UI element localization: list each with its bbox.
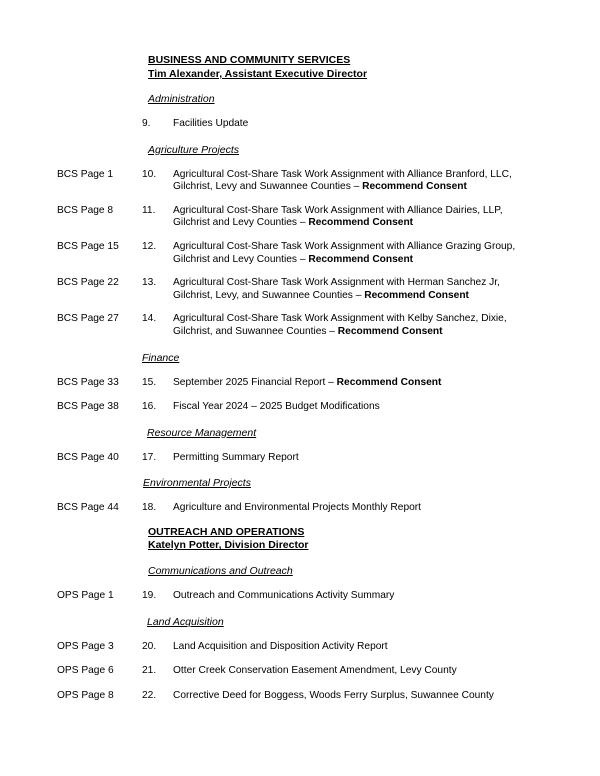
item-text-run: Otter Creek Conservation Easement Amendment, Levy County	[173, 665, 457, 677]
subheading-label: Administration	[148, 93, 215, 105]
agenda-item[interactable]	[0, 502, 600, 515]
agenda-item-text	[173, 277, 546, 302]
agenda-item[interactable]	[0, 590, 600, 603]
division-heading	[0, 54, 600, 81]
vertical-spacer	[0, 553, 600, 565]
item-text-run: Facilities Update	[173, 118, 249, 129]
agenda-item-page-reference: BCS Page 8	[57, 204, 114, 216]
agenda-item-text	[173, 241, 546, 266]
vertical-spacer	[0, 653, 600, 665]
subheading-label: Communications and Outreach	[148, 564, 293, 577]
agenda-item-number: 14.	[142, 313, 157, 325]
agenda-item-number: 13.	[142, 277, 157, 289]
agenda-item-number: 21.	[142, 665, 157, 677]
item-text-run: Agricultural Cost-Share Task Work Assignment with Herman Sanchez Jr,	[173, 277, 500, 289]
agenda-item[interactable]	[0, 377, 600, 390]
agenda-item[interactable]	[0, 241, 600, 266]
vertical-spacer	[0, 0, 600, 54]
section-subheading	[0, 477, 600, 490]
underlined-text: Tim Alexander, Assistant Executive Director	[148, 67, 368, 80]
subheading-label: Finance	[142, 351, 180, 364]
agenda-item-line	[173, 277, 546, 290]
item-text-run: Outreach and Communications Activity Summary	[173, 589, 395, 601]
agenda-item-line	[173, 401, 546, 414]
agenda-item-line	[173, 241, 546, 254]
agenda-item-page-reference: OPS Page 3	[57, 640, 114, 652]
agenda-item-text	[173, 452, 546, 465]
agenda-item-page-reference: BCS Page 38	[57, 401, 119, 413]
vertical-spacer	[0, 515, 600, 526]
vertical-spacer	[0, 302, 600, 313]
agenda-item-line	[173, 290, 546, 303]
division-director	[148, 539, 600, 553]
item-text-run: Agricultural Cost-Share Task Work Assignment with Alliance Grazing Group,	[173, 240, 516, 252]
section-subheading	[0, 427, 600, 440]
section-subheading	[0, 565, 600, 578]
underlined-text: Katelyn Potter, Division Director	[148, 539, 309, 552]
agenda-item-line	[173, 205, 546, 218]
agenda-item-number: 19.	[142, 589, 157, 601]
vertical-spacer	[0, 389, 600, 401]
agenda-item-line	[173, 590, 546, 603]
agenda-item-page-reference: OPS Page 8	[57, 689, 114, 701]
section-subheading	[0, 352, 600, 365]
vertical-spacer	[0, 106, 600, 118]
agenda-item-line	[173, 254, 546, 267]
agenda-item-line	[173, 502, 546, 515]
underlined-text: OUTREACH AND OPERATIONS	[148, 525, 305, 538]
agenda-item-text	[173, 377, 546, 390]
vertical-spacer	[0, 464, 600, 477]
item-text-run: Gilchrist, Levy and Suwannee Counties –	[173, 181, 363, 193]
item-text-run: Gilchrist and Levy Counties –	[173, 253, 309, 265]
item-text-run: Agricultural Cost-Share Task Work Assignment with Alliance Branford, LLC,	[173, 168, 512, 180]
agenda-item-text	[173, 590, 546, 603]
agenda-item-line	[173, 641, 546, 654]
item-text-run: Corrective Deed for Boggess, Woods Ferry Surplus, Suwannee County	[173, 689, 494, 701]
agenda-item-page-reference: OPS Page 6	[57, 665, 114, 677]
agenda-item-number: 22.	[142, 689, 157, 701]
item-text-run: Land Acquisition and Disposition Activity Report	[173, 640, 388, 652]
section-subheading	[0, 93, 600, 106]
vertical-spacer	[0, 578, 600, 590]
underlined-text: BUSINESS AND COMMUNITY SERVICES	[148, 54, 351, 66]
agenda-item[interactable]	[0, 118, 600, 131]
recommendation-label: Recommend Consent	[364, 289, 469, 301]
agenda-item[interactable]	[0, 452, 600, 465]
agenda-item-line	[173, 377, 546, 390]
agenda-item-text	[173, 313, 546, 338]
agenda-item[interactable]	[0, 277, 600, 302]
vertical-spacer	[0, 490, 600, 502]
agenda-item-page-reference: OPS Page 1	[57, 589, 114, 601]
agenda-item[interactable]	[0, 401, 600, 414]
item-text-run: Fiscal Year 2024 – 2025 Budget Modifications	[173, 401, 380, 413]
agenda-item[interactable]	[0, 665, 600, 678]
agenda-item-line	[173, 181, 546, 194]
agenda-item-text	[173, 401, 546, 414]
agenda-item-text	[173, 690, 546, 703]
item-text-run: Agriculture and Environmental Projects Monthly Report	[173, 502, 422, 514]
agenda-item[interactable]	[0, 690, 600, 703]
item-text-run: Gilchrist and Levy Counties –	[173, 217, 309, 229]
vertical-spacer	[0, 414, 600, 427]
item-text-run: Gilchrist, Levy, and Suwannee Counties –	[173, 289, 365, 301]
division-heading	[0, 526, 600, 553]
agenda-item-number: 20.	[142, 640, 157, 652]
agenda-item-page-reference: BCS Page 27	[57, 313, 119, 325]
item-text-run: Agricultural Cost-Share Task Work Assignment with Kelby Sanchez, Dixie,	[173, 313, 507, 325]
agenda-item[interactable]	[0, 205, 600, 230]
item-text-run: Agricultural Cost-Share Task Work Assignment with Alliance Dairies, LLP,	[173, 204, 503, 216]
subheading-label: Agriculture Projects	[148, 143, 240, 156]
vertical-spacer	[0, 339, 600, 352]
subheading-label: Resource Management	[147, 426, 257, 439]
vertical-spacer	[0, 603, 600, 616]
agenda-item-page-reference: BCS Page 22	[57, 277, 119, 289]
agenda-item[interactable]	[0, 641, 600, 654]
agenda-item-page-reference: BCS Page 1	[57, 168, 114, 180]
vertical-spacer	[0, 266, 600, 277]
vertical-spacer	[0, 81, 600, 93]
subheading-label: Land Acquisition	[147, 615, 224, 628]
vertical-spacer	[0, 230, 600, 241]
agenda-item-number: 11.	[142, 204, 156, 216]
agenda-item[interactable]	[0, 313, 600, 338]
agenda-item-number: 17.	[142, 451, 157, 463]
recommendation-label: Recommend Consent	[308, 253, 414, 265]
agenda-item-text	[173, 118, 546, 131]
agenda-item-text	[173, 169, 546, 194]
item-text-run: Gilchrist, and Suwannee Counties –	[173, 325, 338, 337]
agenda-item-number: 16.	[142, 401, 157, 413]
division-name	[148, 526, 600, 540]
vertical-spacer	[0, 157, 600, 169]
recommendation-label: Recommend Consent	[337, 325, 443, 337]
agenda-item-text	[173, 502, 546, 515]
agenda-item[interactable]	[0, 169, 600, 194]
vertical-spacer	[0, 440, 600, 452]
agenda-item-line	[173, 313, 546, 326]
agenda-item-text	[173, 641, 546, 654]
agenda-item-number: 9.	[142, 118, 151, 129]
agenda-item-number: 12.	[142, 240, 157, 252]
agenda-item-page-reference: BCS Page 15	[57, 240, 119, 252]
agenda-item-line	[173, 217, 546, 230]
agenda-item-page-reference: BCS Page 33	[57, 376, 119, 388]
agenda-item-line	[173, 665, 546, 678]
agenda-item-line	[173, 169, 546, 182]
recommendation-label: Recommend Consent	[336, 376, 442, 388]
recommendation-label: Recommend Consent	[362, 181, 467, 193]
agenda-item-number: 18.	[142, 502, 157, 514]
agenda-item-page-reference: BCS Page 40	[57, 451, 119, 463]
agenda-item-number: 15.	[142, 376, 157, 388]
vertical-spacer	[0, 365, 600, 377]
agenda-item-line	[173, 118, 546, 131]
agenda-item-line	[173, 326, 546, 339]
section-subheading	[0, 616, 600, 629]
subheading-label: Environmental Projects	[143, 477, 251, 490]
agenda-item-page-reference: BCS Page 44	[57, 502, 119, 514]
item-text-run: September 2025 Financial Report –	[173, 376, 337, 388]
division-name	[148, 54, 600, 68]
section-subheading	[0, 144, 600, 157]
agenda-item-line	[173, 690, 546, 703]
agenda-item-text	[173, 205, 546, 230]
agenda-item-line	[173, 452, 546, 465]
agenda-item-text	[173, 665, 546, 678]
vertical-spacer	[0, 131, 600, 144]
vertical-spacer	[0, 629, 600, 641]
recommendation-label: Recommend Consent	[308, 217, 414, 229]
item-text-run: Permitting Summary Report	[173, 451, 299, 463]
vertical-spacer	[0, 194, 600, 205]
agenda-item-number: 10.	[142, 168, 157, 180]
vertical-spacer	[0, 678, 600, 690]
division-director	[148, 68, 600, 82]
